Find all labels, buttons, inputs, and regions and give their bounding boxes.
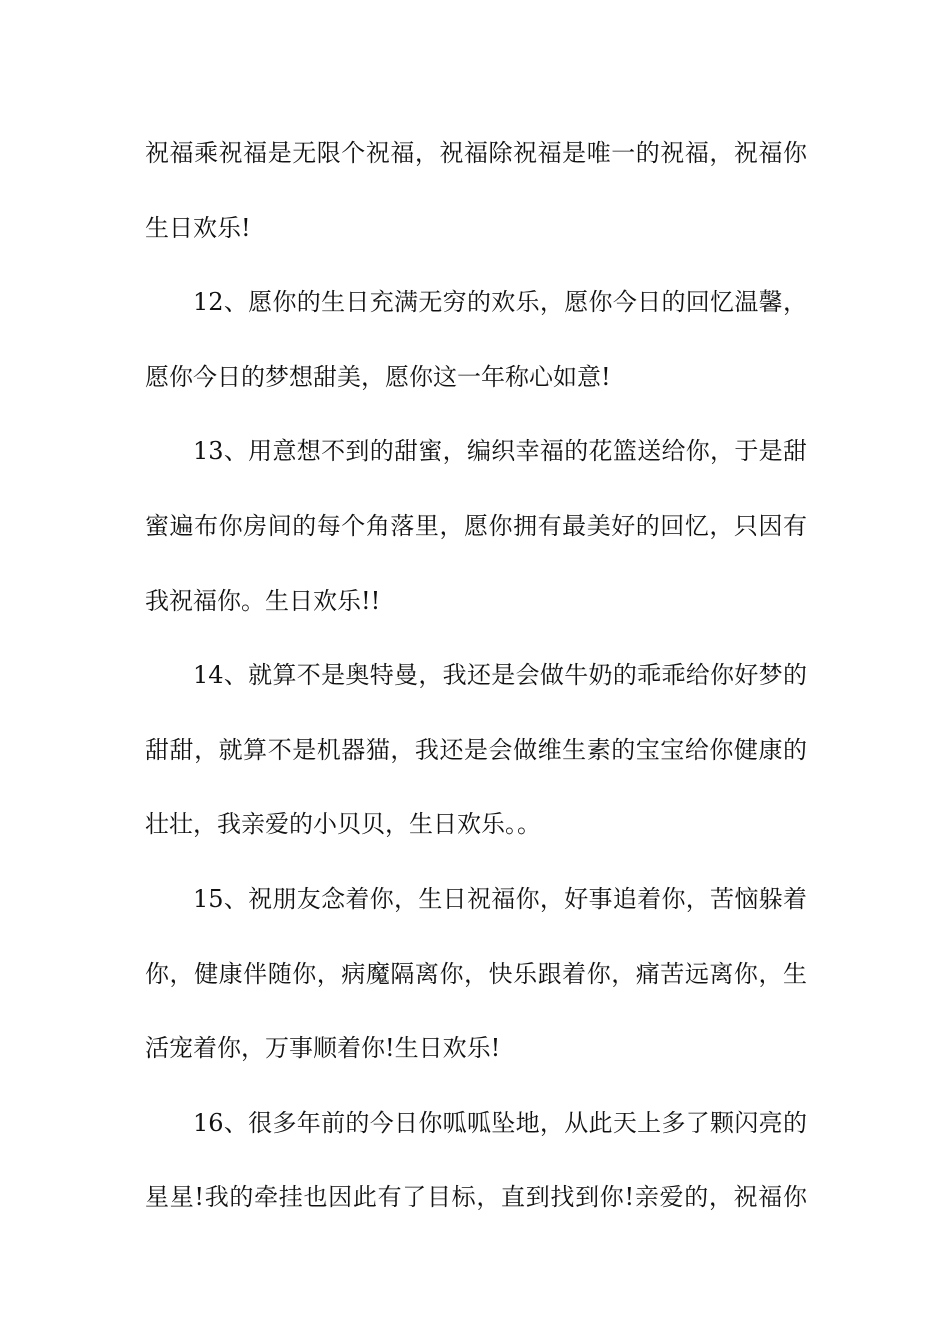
- document-body: [145, 128, 807, 1247]
- text-line: 16、很多年前的今日你呱呱坠地，从此天上多了颗闪亮的: [193, 1108, 807, 1137]
- text-line: 我祝福你。生日欢乐!!: [145, 586, 381, 615]
- text-line: 12、愿你的生日充满无穷的欢乐，愿你今日的回忆温馨，: [193, 288, 807, 317]
- text-line: 13、用意想不到的甜蜜，编织幸福的花篮送给你，于是甜: [193, 437, 807, 466]
- text-line: 你，健康伴随你，病魔隔离你，快乐跟着你，痛苦远离你，生: [145, 959, 807, 988]
- text-line: 壮壮，我亲爱的小贝贝，生日欢乐。。: [145, 810, 541, 839]
- text-line: 活宠着你，万事顺着你!生日欢乐!: [145, 1034, 501, 1063]
- text-line: 祝福乘祝福是无限个祝福，祝福除祝福是唯一的祝福，祝福你: [145, 139, 807, 167]
- text-line: 15、祝朋友念着你，生日祝福你，好事追着你，苦恼躲着: [193, 884, 807, 913]
- text-line: 愿你今日的梦想甜美，愿你这一年称心如意!: [145, 362, 611, 391]
- text-line: 生日欢乐!: [145, 213, 251, 242]
- text-line: 14、就算不是奥特曼，我还是会做牛奶的乖乖给你好梦的: [193, 661, 807, 690]
- text-line: 甜甜，就算不是机器猫，我还是会做维生素的宝宝给你健康的: [145, 735, 807, 764]
- text-line: 蜜遍布你房间的每个角落里，愿你拥有最美好的回忆，只因有: [145, 511, 807, 540]
- text-line: 星星!我的牵挂也因此有了目标，直到找到你!亲爱的，祝福你: [145, 1183, 807, 1212]
